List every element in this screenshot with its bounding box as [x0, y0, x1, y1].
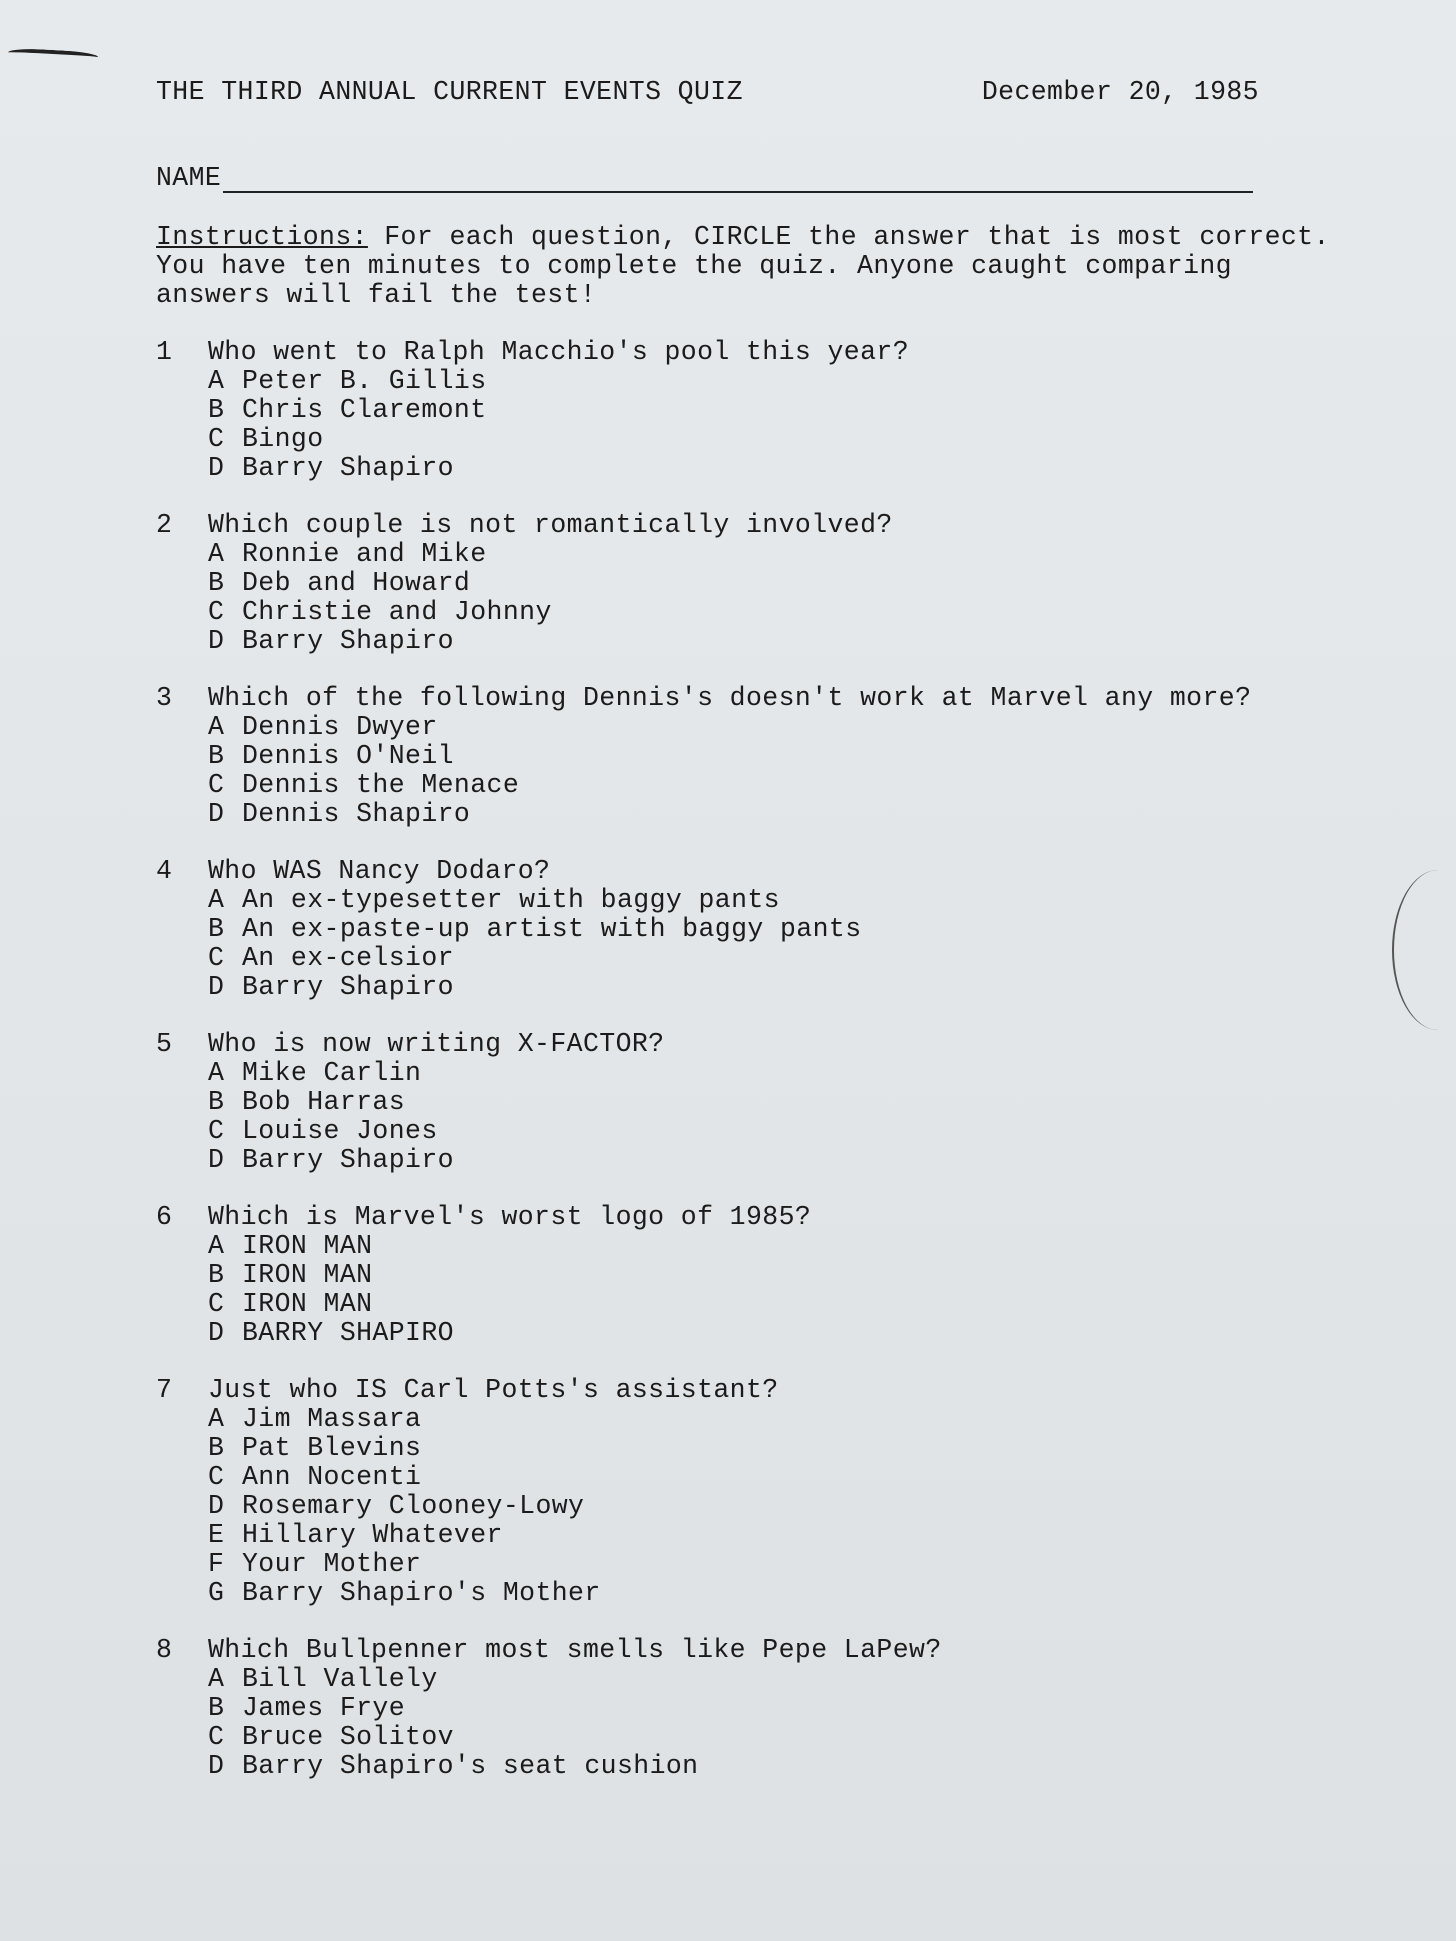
- question-text: Who WAS Nancy Dodaro?: [208, 856, 551, 886]
- answer-option[interactable]: [208, 973, 1356, 1002]
- question-line: [156, 1030, 1356, 1059]
- answer-text: Barry Shapiro's Mother: [242, 1578, 601, 1608]
- question-6: [156, 1203, 1356, 1348]
- answer-letter: C: [208, 424, 225, 454]
- answer-text: Dennis Dwyer: [242, 712, 438, 742]
- answer-text: IRON MAN: [242, 1260, 373, 1290]
- answer-letter: C: [208, 597, 225, 627]
- answer-option[interactable]: [208, 944, 1356, 973]
- answer-option[interactable]: [208, 1694, 1356, 1723]
- question-line: [156, 511, 1356, 540]
- answer-option[interactable]: [208, 1723, 1356, 1752]
- answer-option[interactable]: [208, 1579, 1356, 1608]
- question-line: [156, 684, 1356, 713]
- answer-option[interactable]: [208, 1232, 1356, 1261]
- answer-text: Deb and Howard: [242, 568, 471, 598]
- question-text: Just who IS Carl Potts's assistant?: [208, 1375, 779, 1405]
- answer-text: Bingo: [242, 424, 324, 454]
- answer-option[interactable]: [208, 742, 1356, 771]
- answer-text: Ronnie and Mike: [242, 539, 487, 569]
- answer-text: Barry Shapiro: [242, 626, 454, 656]
- answer-option[interactable]: [208, 1665, 1356, 1694]
- answer-text: Bill Vallely: [242, 1664, 438, 1694]
- answer-option[interactable]: [208, 569, 1356, 598]
- question-text: Which couple is not romantically involved?: [208, 510, 893, 540]
- answer-text: An ex-celsior: [242, 943, 454, 973]
- question-text: Which of the following Dennis's doesn't work at Marvel any more?: [208, 683, 1252, 713]
- answer-letter: B: [208, 914, 225, 944]
- question-number: 2: [156, 510, 173, 540]
- answer-letter: C: [208, 943, 225, 973]
- answer-letter: C: [208, 1722, 225, 1752]
- answer-option[interactable]: [208, 1319, 1356, 1348]
- answer-letter: B: [208, 1087, 225, 1117]
- answer-option[interactable]: [208, 1550, 1356, 1579]
- answer-text: An ex-paste-up artist with baggy pants: [242, 914, 862, 944]
- answer-text: Ann Nocenti: [242, 1462, 422, 1492]
- answer-option[interactable]: [208, 1752, 1356, 1781]
- answer-letter: F: [208, 1549, 225, 1579]
- answer-letter: C: [208, 1462, 225, 1492]
- answer-option[interactable]: [208, 1146, 1356, 1175]
- answer-text: James Frye: [242, 1693, 406, 1723]
- question-number: 3: [156, 683, 173, 713]
- question-text: Which is Marvel's worst logo of 1985?: [208, 1202, 812, 1232]
- answer-text: Mike Carlin: [242, 1058, 422, 1088]
- answer-text: Barry Shapiro: [242, 1145, 454, 1175]
- name-label: NAME: [156, 163, 222, 193]
- answer-text: Dennis the Menace: [242, 770, 520, 800]
- question-8: [156, 1636, 1356, 1781]
- answer-option[interactable]: [208, 886, 1356, 915]
- question-number: 4: [156, 856, 173, 886]
- answer-text: Your Mother: [242, 1549, 422, 1579]
- answer-text: Chris Claremont: [242, 395, 487, 425]
- name-field[interactable]: [223, 169, 1253, 193]
- instructions-label: Instructions:: [156, 222, 368, 252]
- answer-text: IRON MAN: [242, 1289, 373, 1319]
- answer-option[interactable]: [208, 1434, 1356, 1463]
- answer-option[interactable]: [208, 454, 1356, 483]
- answer-letter: A: [208, 885, 225, 915]
- question-3: [156, 684, 1356, 829]
- answer-option[interactable]: [208, 396, 1356, 425]
- answer-letter: B: [208, 568, 225, 598]
- answer-text: Barry Shapiro's seat cushion: [242, 1751, 699, 1781]
- question-1: [156, 338, 1356, 483]
- answer-letter: A: [208, 712, 225, 742]
- answer-letter: D: [208, 1751, 225, 1781]
- answer-letter: C: [208, 1116, 225, 1146]
- answer-option[interactable]: [208, 1059, 1356, 1088]
- question-number: 1: [156, 337, 173, 367]
- question-text: Who went to Ralph Macchio's pool this year?: [208, 337, 910, 367]
- question-line: [156, 857, 1356, 886]
- instructions: [156, 223, 1331, 310]
- answer-letter: D: [208, 1318, 225, 1348]
- answer-option[interactable]: [208, 1117, 1356, 1146]
- question-line: [156, 1376, 1356, 1405]
- quiz-content: [156, 78, 1356, 1809]
- answer-letter: B: [208, 1260, 225, 1290]
- answer-letter: D: [208, 972, 225, 1002]
- answer-letter: D: [208, 799, 225, 829]
- answer-letter: D: [208, 626, 225, 656]
- answer-letter: D: [208, 453, 225, 483]
- answer-letter: A: [208, 1404, 225, 1434]
- answer-option[interactable]: [208, 1261, 1356, 1290]
- answer-text: Jim Massara: [242, 1404, 422, 1434]
- answer-option[interactable]: [208, 367, 1356, 396]
- answer-option[interactable]: [208, 627, 1356, 656]
- answer-text: IRON MAN: [242, 1231, 373, 1261]
- answer-option[interactable]: [208, 1521, 1356, 1550]
- answer-letter: A: [208, 1664, 225, 1694]
- question-line: [156, 1203, 1356, 1232]
- question-text: Which Bullpenner most smells like Pepe LaPew?: [208, 1635, 942, 1665]
- question-number: 6: [156, 1202, 173, 1232]
- answer-letter: B: [208, 741, 225, 771]
- answer-text: Dennis Shapiro: [242, 799, 471, 829]
- answer-letter: D: [208, 1145, 225, 1175]
- question-line: [156, 1636, 1356, 1665]
- answer-letter: C: [208, 770, 225, 800]
- answer-option[interactable]: [208, 713, 1356, 742]
- header: [156, 78, 1259, 107]
- quiz-date: December 20, 1985: [981, 77, 1259, 107]
- answer-text: Peter B. Gillis: [242, 366, 487, 396]
- answer-text: Hillary Whatever: [242, 1520, 503, 1550]
- answer-option[interactable]: [208, 425, 1356, 454]
- answer-text: An ex-typesetter with baggy pants: [242, 885, 780, 915]
- answer-letter: C: [208, 1289, 225, 1319]
- answer-letter: D: [208, 1491, 225, 1521]
- staple-mark: [8, 48, 99, 65]
- answer-letter: A: [208, 1058, 225, 1088]
- answer-text: Louise Jones: [242, 1116, 438, 1146]
- answer-text: BARRY SHAPIRO: [242, 1318, 454, 1348]
- answer-text: Pat Blevins: [242, 1433, 422, 1463]
- question-text: Who is now writing X-FACTOR?: [208, 1029, 665, 1059]
- answer-text: Bruce Solitov: [242, 1722, 454, 1752]
- answer-option[interactable]: [208, 540, 1356, 569]
- quiz-title: THE THIRD ANNUAL CURRENT EVENTS QUIZ: [156, 77, 743, 107]
- paper-curl-mark: [1392, 870, 1456, 1030]
- answer-option[interactable]: [208, 1405, 1356, 1434]
- answer-option[interactable]: [208, 915, 1356, 944]
- answer-letter: A: [208, 1231, 225, 1261]
- answer-option[interactable]: [208, 1290, 1356, 1319]
- answer-letter: E: [208, 1520, 225, 1550]
- answer-text: Rosemary Clooney-Lowy: [242, 1491, 585, 1521]
- answer-option[interactable]: [208, 1463, 1356, 1492]
- answer-letter: B: [208, 1433, 225, 1463]
- question-line: [156, 338, 1356, 367]
- answer-letter: A: [208, 366, 225, 396]
- answer-option[interactable]: [208, 598, 1356, 627]
- question-number: 5: [156, 1029, 173, 1059]
- question-number: 7: [156, 1375, 173, 1405]
- answer-letter: B: [208, 395, 225, 425]
- question-4: [156, 857, 1356, 1002]
- question-list: [156, 338, 1356, 1781]
- answer-option[interactable]: [208, 800, 1356, 829]
- instructions-text: For each question, CIRCLE the answer that is most correct. You have ten minutes to complete the quiz. Anyone caught comparing answers will fail the test!: [156, 222, 1330, 310]
- answer-text: Christie and Johnny: [242, 597, 552, 627]
- question-number: 8: [156, 1635, 173, 1665]
- answer-text: Barry Shapiro: [242, 453, 454, 483]
- question-7: [156, 1376, 1356, 1608]
- question-2: [156, 511, 1356, 656]
- answer-option[interactable]: [208, 1088, 1356, 1117]
- answer-letter: B: [208, 1693, 225, 1723]
- question-5: [156, 1030, 1356, 1175]
- answer-text: Bob Harras: [242, 1087, 406, 1117]
- answer-text: Dennis O'Neil: [242, 741, 454, 771]
- answer-option[interactable]: [208, 1492, 1356, 1521]
- answer-letter: A: [208, 539, 225, 569]
- answer-text: Barry Shapiro: [242, 972, 454, 1002]
- answer-letter: G: [208, 1578, 225, 1608]
- answer-option[interactable]: [208, 771, 1356, 800]
- name-row: [156, 164, 1356, 193]
